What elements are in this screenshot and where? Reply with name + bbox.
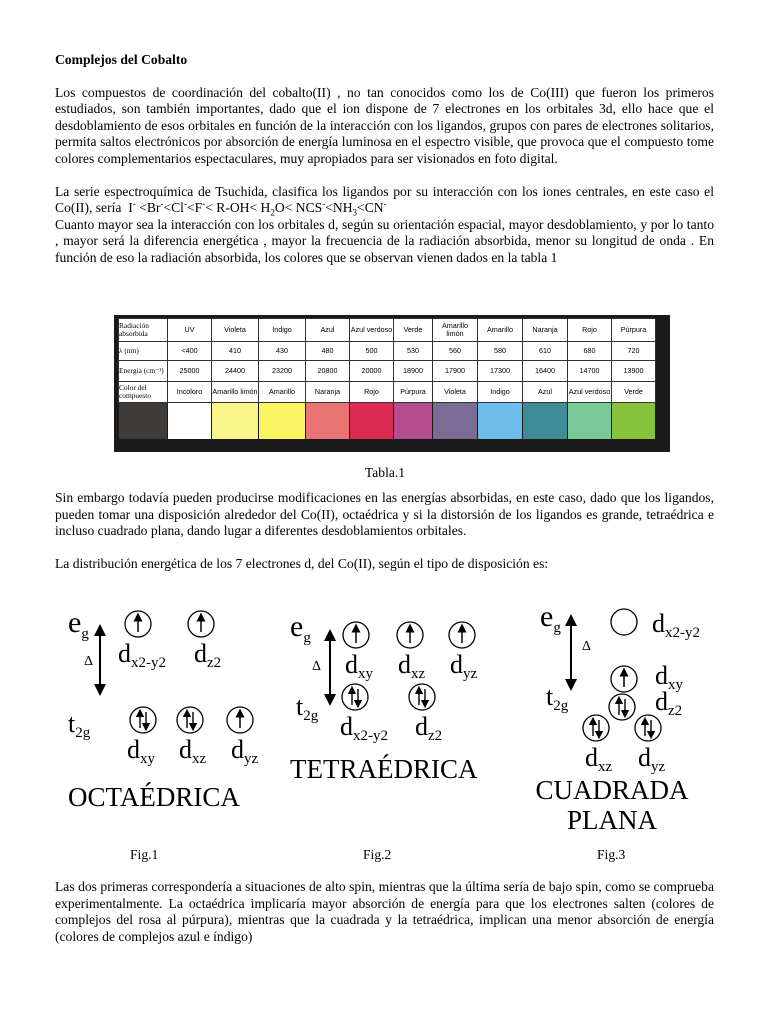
table-cell: 680 [568, 342, 612, 361]
table-cell: UV [168, 319, 212, 342]
series-ligand: O< NCS [274, 200, 323, 216]
orbital-circle [409, 684, 435, 710]
document-title: Complejos del Cobalto [55, 52, 188, 67]
series-intro-text: La serie espectroquímica de Tsuchida, clasifica los ligandos por su interacción con los iones centrales, en este caso el Co(II), sería [55, 183, 714, 216]
table-cell: Púrpura [394, 382, 433, 403]
table-cell: Violeta [433, 382, 478, 403]
dyz-label: dyz [231, 735, 259, 767]
dxz-label: dxz [585, 743, 613, 775]
color-swatch [119, 403, 168, 440]
color-swatch [394, 403, 433, 440]
t2g-label: t2g [546, 682, 569, 714]
dxz-label: dxz [179, 735, 207, 767]
table-cell: Amarillo [259, 382, 306, 403]
table-cell: 560 [433, 342, 478, 361]
table-cell: Amarillo limón [212, 382, 259, 403]
color-swatch [259, 403, 306, 440]
table-cell: 13900 [612, 361, 656, 382]
table-cell: Azul [523, 382, 568, 403]
series-ligand: <Cl [163, 200, 184, 216]
table-cell: Violeta [212, 319, 259, 342]
orbital-circle [635, 715, 661, 741]
dxy-label: dxy [127, 735, 155, 767]
color-swatch [523, 403, 568, 440]
series-subscript: 2 [270, 207, 275, 218]
table-cell: Azul verdoso [568, 382, 612, 403]
delta-symbol: Δ [582, 639, 592, 654]
table-row-color [119, 382, 656, 403]
table-cell: 25000 [168, 361, 212, 382]
paragraph-series [55, 184, 714, 217]
series-ligand: <CN [357, 200, 384, 216]
table-cell: 14700 [568, 361, 612, 382]
table-cell: 480 [306, 342, 350, 361]
table-cell: Púrpura [612, 319, 656, 342]
dyz-label: dyz [638, 743, 666, 775]
table-cell: Indigo [478, 382, 523, 403]
orbital-circle [130, 707, 156, 733]
table-cell: 580 [478, 342, 523, 361]
square-planar-diagram [535, 600, 700, 835]
dxz-label: dxz [398, 650, 426, 682]
row-header: λ (nm) [119, 342, 168, 361]
square-planar-title-1: CUADRADA [535, 775, 689, 805]
table-cell: Azul verdoso [350, 319, 394, 342]
dxy-label: dxy [345, 650, 373, 682]
row-header: Energía (cm⁻¹) [119, 361, 168, 382]
color-swatch [350, 403, 394, 440]
series-ligand: <NH [325, 200, 353, 216]
table-cell: 430 [259, 342, 306, 361]
series-ligand: < R-OH< H [205, 200, 271, 216]
dx2y2-label: dx2-y2 [118, 639, 166, 671]
table-cell: Verde [394, 319, 433, 342]
table-cell: <400 [168, 342, 212, 361]
table-cell: Azul [306, 319, 350, 342]
orbital-circle-empty [611, 609, 637, 635]
color-swatch [433, 403, 478, 440]
fig1-caption: Fig.1 [130, 847, 159, 862]
orbital-circle [583, 715, 609, 741]
document-body-2 [55, 490, 714, 588]
color-table [118, 318, 656, 440]
delta-symbol: Δ [312, 659, 322, 674]
series-ligand: <Br [139, 200, 161, 216]
table-cell: Rojo [568, 319, 612, 342]
t2g-label: t2g [296, 692, 319, 724]
table-cell: 720 [612, 342, 656, 361]
orbital-circle [609, 694, 635, 720]
table-row-swatches [119, 403, 656, 440]
dx2y2-label: dx2-y2 [340, 712, 388, 744]
orbital-diagrams [0, 600, 768, 840]
delta-symbol: Δ [84, 654, 94, 669]
dxy-label: dxy [655, 661, 683, 693]
color-swatch [478, 403, 523, 440]
paragraph-distribution: La distribución energética de los 7 electrones d, del Co(II), según el tipo de disposición es: [55, 555, 549, 571]
tetrahedral-title: TETRAÉDRICA [290, 754, 478, 784]
color-table-frame [114, 315, 670, 452]
color-swatch [212, 403, 259, 440]
row-header: Color del compuesto [119, 382, 168, 403]
table-caption: Tabla.1 [364, 465, 406, 480]
series-ligand: I [128, 200, 133, 216]
table-cell: Indigo [259, 319, 306, 342]
t2g-label: t2g [68, 709, 91, 741]
eg-label: $e_g$ [540, 600, 561, 636]
orbital-circle [342, 684, 368, 710]
square-planar-title-2: PLANA [566, 805, 658, 835]
eg-label: $e_g$ [68, 606, 89, 642]
orbital-circle [177, 707, 203, 733]
dz2-label: dz2 [655, 687, 683, 719]
document-body [55, 52, 714, 283]
paragraph-modifications: Sin embargo todavía pueden producirse modificaciones en las energías absorbidas, en este caso, dado que los ligandos, pueden tomar una disposición alrededor del Co(II), octaédrica y si la distorsión de los ligandos es grande, tetraédrica e incluso cuadrado plana, dando lugar a diferentes desdoblamientos orbitales. [55, 490, 714, 539]
paragraph-interaction: Cuanto mayor sea la interacción con los orbitales d, según su orientación espacial, mayor desdoblamiento, y por lo tanto , mayor será la diferencia energética , mayor la frecuencia de la radiación absorbida, menor su longitud de onda . En función de eso la radiación absorbida, los colores que se observan vienen dados en la tabla 1 [55, 216, 714, 265]
table-cell: 16400 [523, 361, 568, 382]
series-ligand: <F [186, 200, 203, 216]
color-swatch [568, 403, 612, 440]
table-cell: 17300 [478, 361, 523, 382]
table-row-radiation [119, 319, 656, 342]
table-cell: 500 [350, 342, 394, 361]
row-header: Radiación absorbida [119, 319, 168, 342]
dx2y2-label: dx2-y2 [652, 609, 700, 641]
table-cell: 24400 [212, 361, 259, 382]
color-swatch [306, 403, 350, 440]
table-cell: Amarillo [478, 319, 523, 342]
paragraph-conclusion: Las dos primeras correspondería a situaciones de alto spin, mientras que la última sería de bajo spin, como se comprueba experimentalmente. La octaédrica implicaría mayor absorción de energía para que los electrones salten (colores de complejos del rosa al púrpura), mientras que la cuadrada y la tetraédrica, implican una menor absorción de energía (colores de complejos azul e índigo) [55, 879, 714, 944]
dyz-label: dyz [450, 650, 478, 682]
tetrahedral-diagram [290, 610, 478, 784]
color-swatch [612, 403, 656, 440]
fig2-caption: Fig.2 [363, 847, 392, 862]
series-subscript: 3 [352, 207, 358, 218]
octahedral-diagram [68, 606, 259, 812]
table-cell: 20800 [306, 361, 350, 382]
table-cell: 530 [394, 342, 433, 361]
dz2-label: dz2 [194, 639, 222, 671]
table-cell: Naranja [523, 319, 568, 342]
table-cell: 610 [523, 342, 568, 361]
eg-label: $e_g$ [290, 610, 311, 646]
spectrochemical-series: $I^- <Br^-<Cl^-<F^-< R-OH< H_2O< NCS^-<NH_3<CN^-$ [128, 198, 387, 218]
table-cell: Rojo [350, 382, 394, 403]
table-cell: Incoloro [168, 382, 212, 403]
table-cell: 20000 [350, 361, 394, 382]
paragraph-intro: Los compuestos de coordinación del cobalto(II) , no tan conocidos como los de Co(III) que fueron los primeros estudiados, son también importantes, dado que el ion dispone de 7 electrones en los orbitales 3d, ello hace que el desdoblamiento de esos orbitales en función de la interacción con los ligandos, grupos con pares de electrones solitarios, permita saltos electrónicos por absorción de energía luminosa en el espectro visible, que provoca que el compuesto tome colores complementarios espectaculares, muy apropiados para ser visionados en foto digital. [55, 84, 714, 166]
table-cell: 23200 [259, 361, 306, 382]
color-swatch [168, 403, 212, 440]
dz2-label: dz2 [415, 712, 443, 744]
table-cell: Amarillo limón [433, 319, 478, 342]
table-cell: 410 [212, 342, 259, 361]
table-cell: Naranja [306, 382, 350, 403]
table-cell: 18900 [394, 361, 433, 382]
table-row-lambda [119, 342, 656, 361]
table-cell: 17900 [433, 361, 478, 382]
fig3-caption: Fig.3 [597, 847, 626, 862]
table-cell: Verde [612, 382, 656, 403]
octahedral-title: OCTAÉDRICA [68, 782, 240, 812]
table-row-energy [119, 361, 656, 382]
